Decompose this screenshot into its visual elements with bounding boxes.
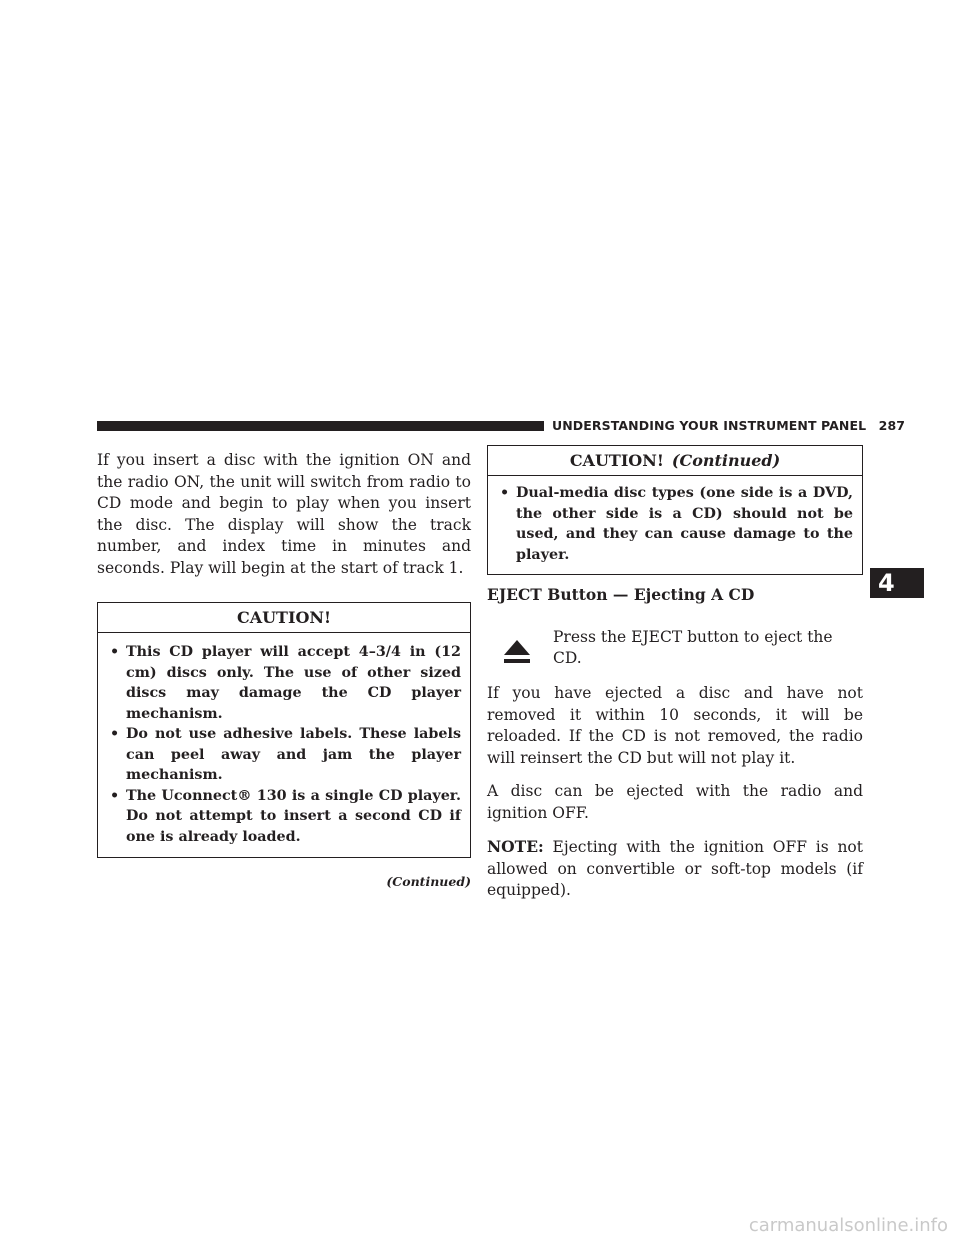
caution-title: CAUTION! (98, 603, 470, 633)
left-column (97, 450, 471, 889)
chapter-tab: 4 (870, 568, 924, 598)
right-column (487, 445, 863, 902)
caution-item: • The Uconnect® 130 is a single CD player. Do not attempt to insert a second CD if one is already loaded. (110, 786, 461, 848)
eject-off-paragraph: A disc can be ejected with the radio and ignition OFF. (487, 782, 863, 822)
eject-instruction: Press the EJECT button to eject the CD. (553, 628, 833, 667)
note-text: Ejecting with the ignition OFF is not allowed on convertible or soft-top models (if equipped). (487, 838, 863, 899)
caution-continued-box (487, 445, 863, 575)
running-header (552, 418, 905, 433)
eject-row (487, 605, 863, 683)
eject-heading: EJECT Button — Ejecting A CD (487, 585, 755, 604)
reload-paragraph: If you have ejected a disc and have not removed it within 10 seconds, it will be reloaded. If the CD is not removed, the radio will reinsert the CD but will not play it. (487, 684, 863, 767)
caution-item: • This CD player will accept 4–3/4 in (12 cm) discs only. The use of other sized discs may damage the CD player mechanism. (110, 642, 461, 724)
header-title: UNDERSTANDING YOUR INSTRUMENT PANEL (552, 418, 867, 433)
caution-item: • Dual-media disc types (one side is a DVD, the other side is a CD) should not be used, and they can cause damage to the player. (500, 483, 853, 565)
continued-label: (Continued) (386, 874, 471, 889)
note-label: NOTE: (487, 837, 544, 856)
header-rule (97, 421, 544, 431)
intro-paragraph: If you insert a disc with the ignition ON and the radio ON, the unit will switch from radio to CD mode and begin to play when you insert the disc. The display will show the track number, and index time in minutes and seconds. Play will begin at the start of track 1. (97, 451, 471, 577)
watermark: carmanualsonline.info (748, 1215, 948, 1236)
eject-icon (503, 638, 531, 666)
caution-box (97, 602, 471, 858)
caution-item: • Do not use adhesive labels. These labels can peel away and jam the player mechanism. (110, 724, 461, 786)
caution-continued-title: CAUTION! (Continued) (488, 446, 862, 476)
page-number: 287 (878, 418, 906, 433)
caution-list (98, 633, 470, 857)
note-paragraph (487, 836, 863, 902)
caution-continued-list (488, 476, 862, 574)
